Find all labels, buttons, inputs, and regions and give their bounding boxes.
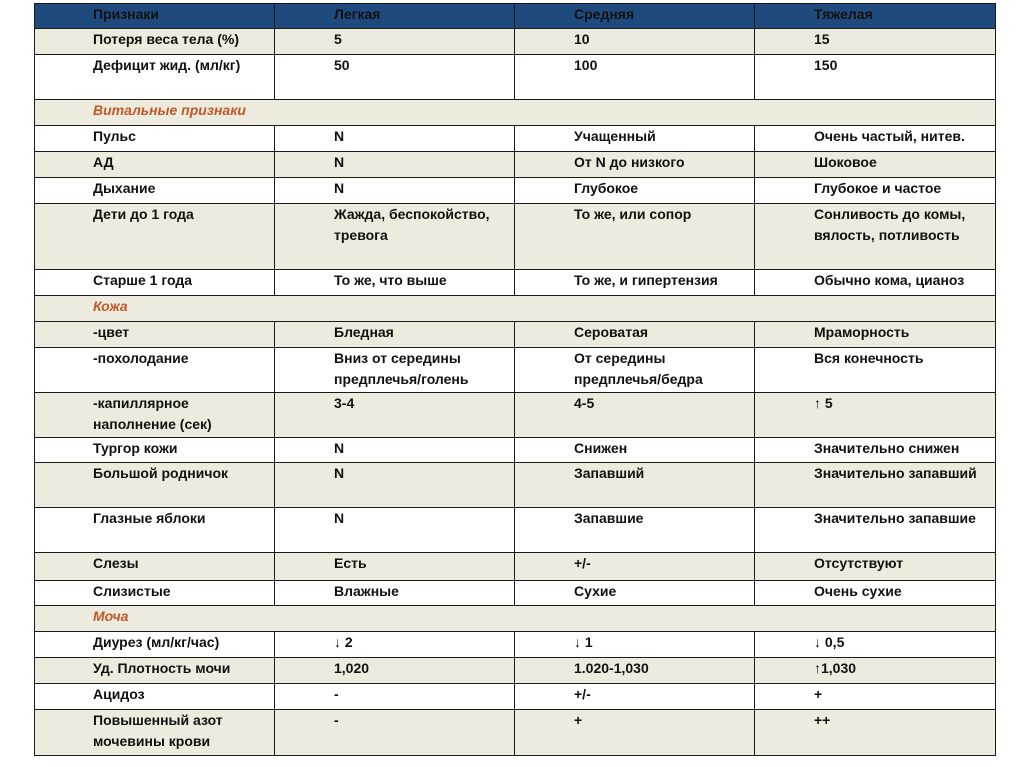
table-cell: ↓ 2 (275, 632, 515, 658)
table-cell: ++ (755, 710, 996, 756)
table-cell: Очень сухие (755, 581, 996, 606)
row-label: Повышенный азот мочевины крови (35, 710, 275, 756)
table-row (35, 126, 996, 152)
row-label: АД (35, 152, 275, 178)
table-row (35, 152, 996, 178)
table-cell: Глубокое и частое (755, 178, 996, 204)
row-label: Диурез (мл/кг/час) (35, 632, 275, 658)
table-cell: ↑ 5 (755, 393, 996, 438)
row-label: Дети до 1 года (35, 204, 275, 270)
table-cell: - (275, 710, 515, 756)
table-row (35, 581, 996, 606)
table-row (35, 204, 996, 270)
table-cell: Сероватая (515, 322, 755, 348)
section-row (35, 296, 996, 322)
table-cell: От N до низкого (515, 152, 755, 178)
table-row (35, 270, 996, 296)
table-cell: N (275, 178, 515, 204)
table-cell: Вниз от середины предплечья/голень (275, 348, 515, 393)
table-cell: N (275, 152, 515, 178)
table-cell: То же, и гипертензия (515, 270, 755, 296)
table-cell: Бледная (275, 322, 515, 348)
table-cell: Отсутствуют (755, 553, 996, 581)
table-cell: N (275, 438, 515, 463)
table-cell: 4-5 (515, 393, 755, 438)
table-cell: +/- (515, 684, 755, 710)
table-row (35, 710, 996, 756)
table-cell: N (275, 126, 515, 152)
row-label: Пульс (35, 126, 275, 152)
table-cell: Влажные (275, 581, 515, 606)
table-row (35, 322, 996, 348)
table-cell: Очень частый, нитев. (755, 126, 996, 152)
table-row (35, 553, 996, 581)
table-cell: Сонливость до комы, вялость, потливость (755, 204, 996, 270)
row-label: -капиллярное наполнение (сек) (35, 393, 275, 438)
table-row (35, 463, 996, 508)
table-cell: - (275, 684, 515, 710)
table-cell: Мраморность (755, 322, 996, 348)
header-cell-mild: Легкая (275, 4, 515, 29)
table-cell: 15 (755, 29, 996, 55)
table-cell: Сухие (515, 581, 755, 606)
section-row (35, 100, 996, 126)
table-cell: Запавший (515, 463, 755, 508)
row-label: Слезы (35, 553, 275, 581)
table-row (35, 393, 996, 438)
table-row (35, 438, 996, 463)
table-cell: 5 (275, 29, 515, 55)
table-cell: От середины предплечья/бедра (515, 348, 755, 393)
table-cell: То же, что выше (275, 270, 515, 296)
table-cell: 100 (515, 55, 755, 100)
section-title-skin: Кожа (35, 296, 996, 322)
table-cell: Жажда, беспокойство, тревога (275, 204, 515, 270)
table-cell: Глубокое (515, 178, 755, 204)
table-row (35, 508, 996, 553)
table-cell: Снижен (515, 438, 755, 463)
table-cell: N (275, 508, 515, 553)
table-cell: 3-4 (275, 393, 515, 438)
row-label: Дефицит жид. (мл/кг) (35, 55, 275, 100)
table-cell: + (515, 710, 755, 756)
row-label: Потеря веса тела (%) (35, 29, 275, 55)
severity-table (34, 3, 996, 756)
table-row (35, 658, 996, 684)
table-row (35, 632, 996, 658)
table-cell: N (275, 463, 515, 508)
table-cell: ↓ 1 (515, 632, 755, 658)
table-cell: Значительно запавший (755, 463, 996, 508)
table-row (35, 55, 996, 100)
table-row (35, 684, 996, 710)
table-cell: ↓ 0,5 (755, 632, 996, 658)
header-cell-severe: Тяжелая (755, 4, 996, 29)
table-cell: Значительно снижен (755, 438, 996, 463)
row-label: Ацидоз (35, 684, 275, 710)
table-cell: 150 (755, 55, 996, 100)
header-cell-moderate: Средняя (515, 4, 755, 29)
row-label: Большой родничок (35, 463, 275, 508)
section-title-vital: Витальные признаки (35, 100, 996, 126)
header-row (35, 4, 996, 29)
table-cell: + (755, 684, 996, 710)
table-cell: 10 (515, 29, 755, 55)
row-label: -похолодание (35, 348, 275, 393)
row-label: -цвет (35, 322, 275, 348)
table-cell: +/- (515, 553, 755, 581)
section-row (35, 606, 996, 632)
table-cell: 1,020 (275, 658, 515, 684)
table-cell: 1.020-1,030 (515, 658, 755, 684)
table-cell: Есть (275, 553, 515, 581)
row-label: Слизистые (35, 581, 275, 606)
table-cell: То же, или сопор (515, 204, 755, 270)
table-cell: Вся конечность (755, 348, 996, 393)
table-row (35, 29, 996, 55)
table-row (35, 178, 996, 204)
table-cell: Шоковое (755, 152, 996, 178)
table-cell: Обычно кома, цианоз (755, 270, 996, 296)
table-cell: ↑1,030 (755, 658, 996, 684)
row-label: Уд. Плотность мочи (35, 658, 275, 684)
table-cell: Значительно запавшие (755, 508, 996, 553)
section-title-urine: Моча (35, 606, 996, 632)
row-label: Старше 1 года (35, 270, 275, 296)
row-label: Дыхание (35, 178, 275, 204)
table-cell: 50 (275, 55, 515, 100)
table-row (35, 348, 996, 393)
table-cell: Учащенный (515, 126, 755, 152)
row-label: Глазные яблоки (35, 508, 275, 553)
table-cell: Запавшие (515, 508, 755, 553)
header-cell-signs: Признаки (35, 4, 275, 29)
row-label: Тургор кожи (35, 438, 275, 463)
